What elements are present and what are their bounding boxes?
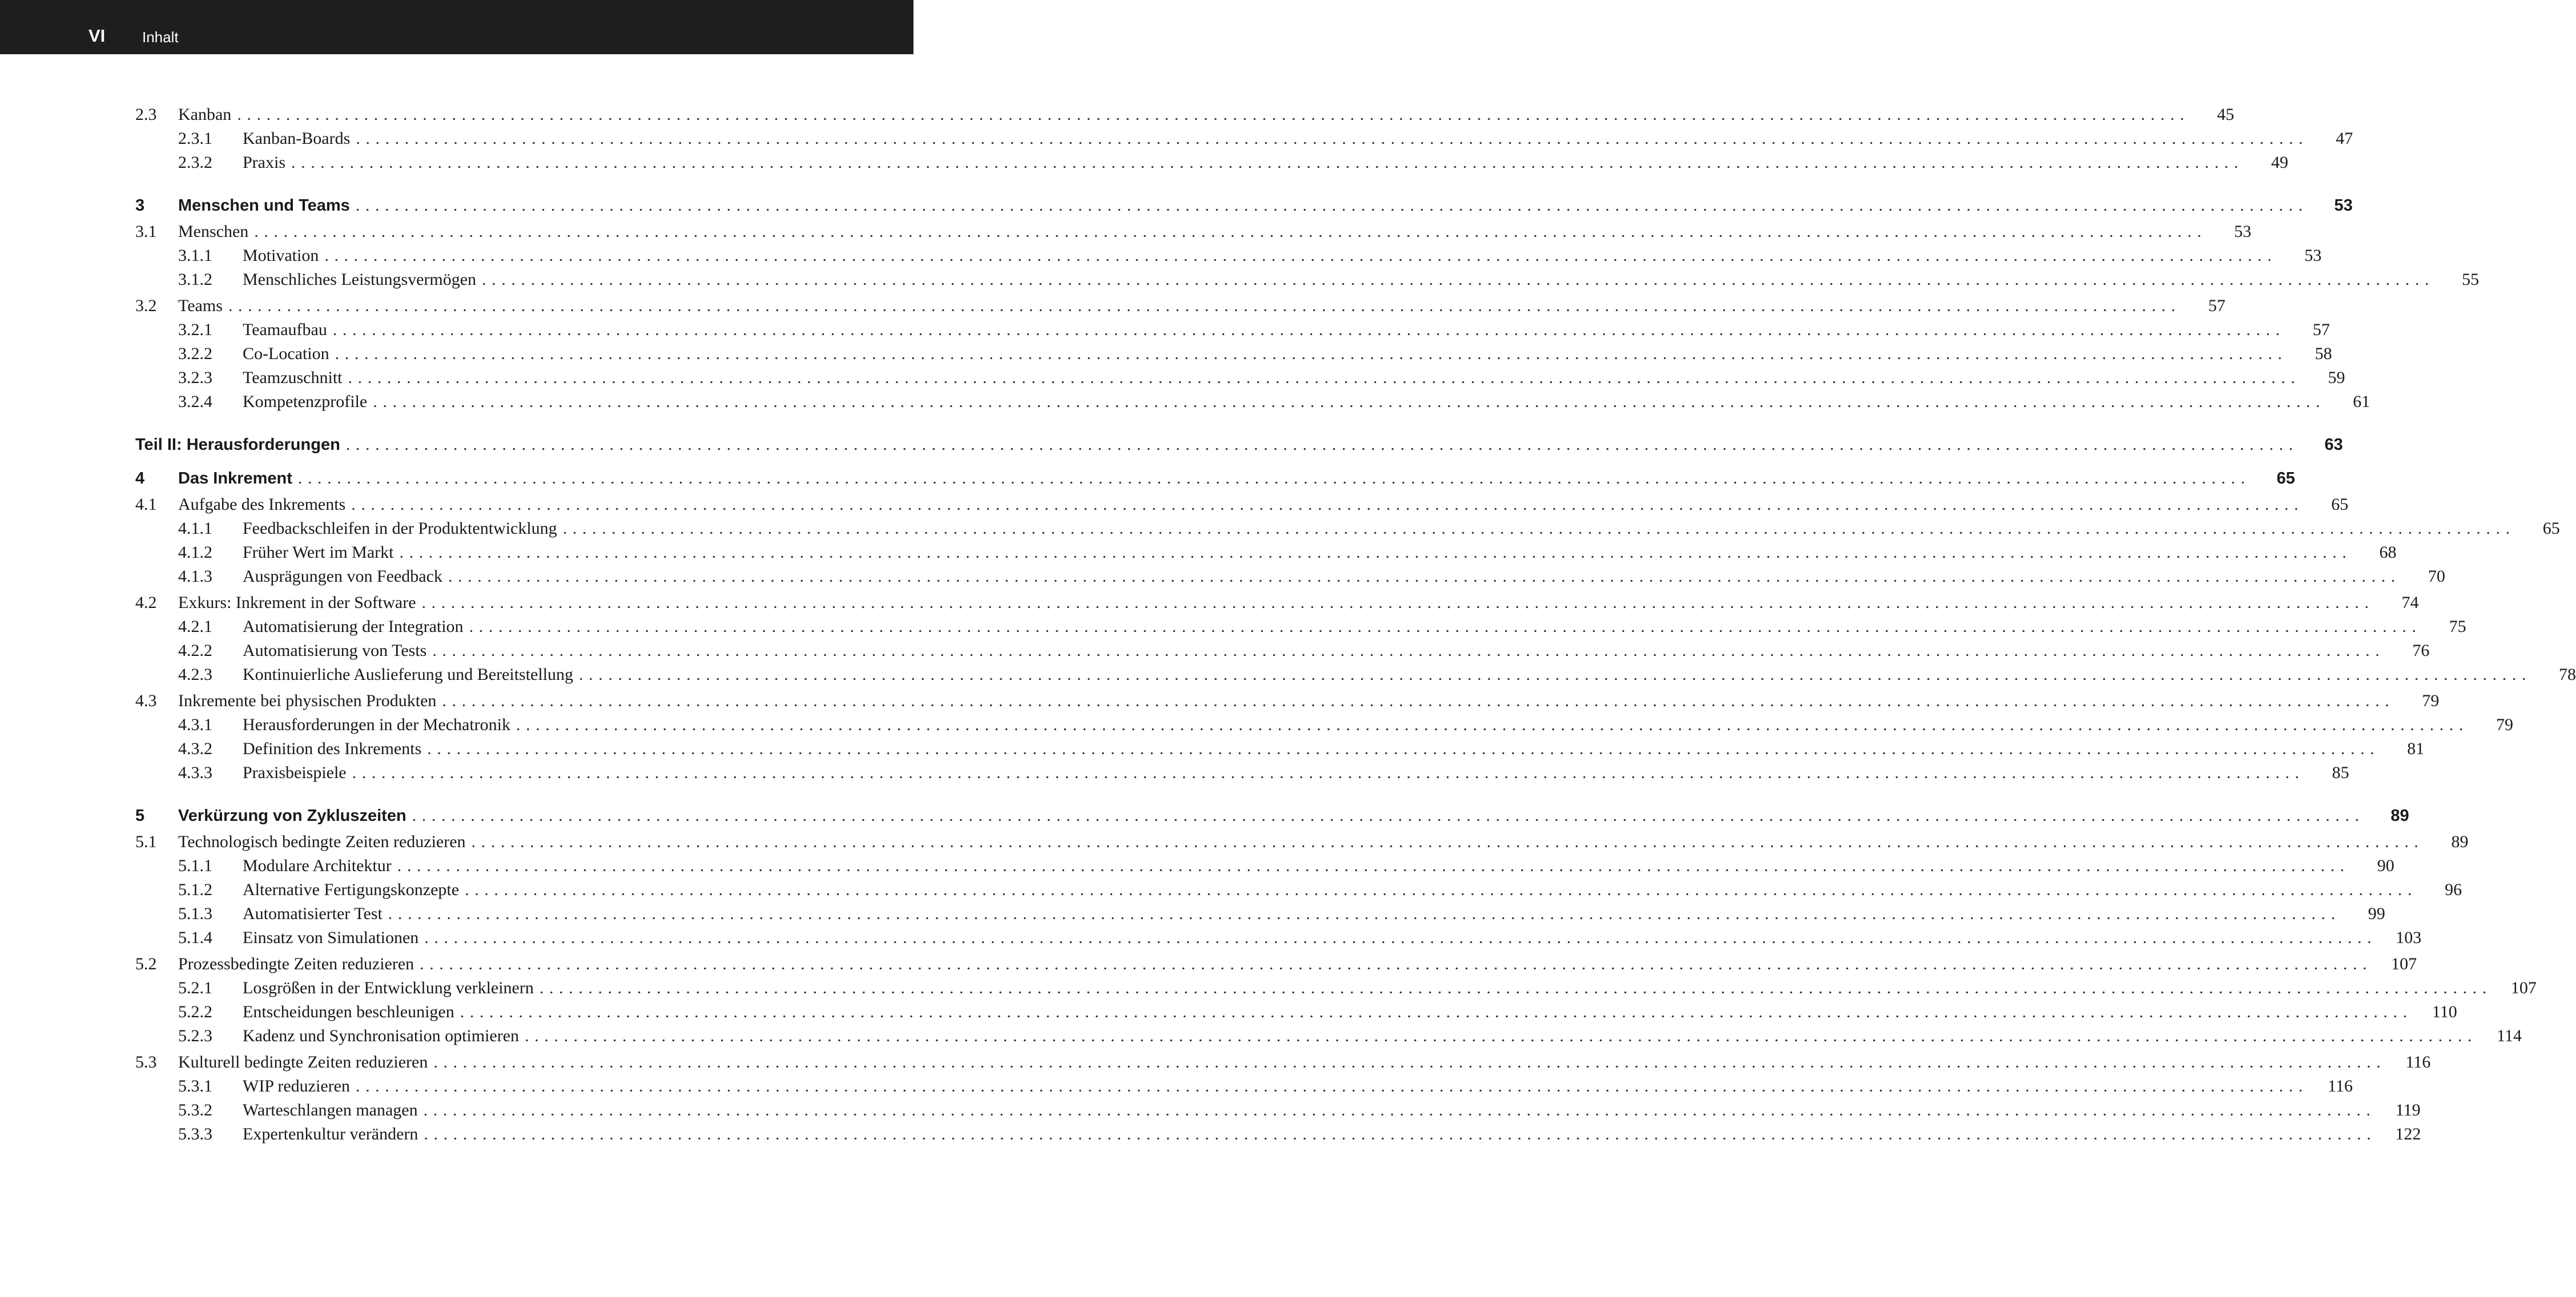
toc-entry-number: 3.1.2 [178, 270, 212, 289]
toc-entry-title: Automatisierter Test [243, 904, 383, 923]
toc-entry-number: 5.1.3 [178, 904, 212, 923]
toc-entry[interactable] [135, 1098, 2421, 1122]
toc-entry-page-number: 107 [2391, 954, 2417, 973]
dot-leader: ........................................................................................................................................................................................................ [539, 978, 2492, 997]
toc-entry-title: Menschen und Teams [178, 196, 350, 215]
dot-leader: ........................................................................................................................................................................................................ [432, 641, 2385, 660]
dot-leader: ........................................................................................................................................................................................................ [291, 153, 2244, 172]
toc-entry-number: 3.2.1 [178, 320, 212, 339]
toc-entry[interactable] [135, 952, 2417, 976]
dot-leader: ........................................................................................................................................................................................................ [482, 270, 2435, 289]
toc-entry-title: Kulturell bedingte Zeiten reduzieren [178, 1053, 428, 1072]
toc-entry-number: 4.3.2 [178, 739, 212, 758]
toc-entry-number: 4.1.2 [178, 543, 212, 562]
toc-entry[interactable] [135, 466, 2295, 490]
toc-entry-page-number: 53 [2234, 222, 2252, 241]
toc-entry[interactable] [135, 1050, 2431, 1074]
toc-entry[interactable] [135, 127, 2353, 151]
toc-entry-page-number: 76 [2412, 641, 2430, 660]
toc-entry-title: Menschen [178, 222, 249, 241]
toc-entry-title: Einsatz von Simulationen [243, 928, 419, 947]
toc-entry-page-number: 81 [2407, 739, 2425, 758]
toc-entry-page-number: 110 [2432, 1002, 2457, 1021]
toc-entry-title: Kontinuierliche Auslieferung und Bereitstellung [243, 665, 574, 684]
toc-entry-title: Co-Location [243, 344, 329, 363]
toc-entry[interactable] [135, 926, 2422, 950]
toc-entry-number: 4.2.1 [178, 617, 212, 636]
toc-entry[interactable] [135, 294, 2225, 318]
dot-leader: ........................................................................................................................................................................................................ [355, 1077, 2308, 1095]
toc-entry-number: 3.2 [135, 296, 157, 315]
toc-entry-title: Aufgabe des Inkrements [178, 495, 346, 514]
toc-entry-page-number: 57 [2208, 296, 2225, 315]
toc-entry[interactable] [135, 220, 2252, 244]
toc-entry-page-number: 119 [2395, 1101, 2421, 1119]
dot-leader: ........................................................................................................................................................................................................ [254, 222, 2207, 241]
toc-entry-number: 3.2.4 [178, 392, 212, 411]
toc-entry[interactable] [135, 244, 2322, 268]
dot-leader: ........................................................................................................................................................................................................ [442, 691, 2395, 710]
toc-entry-page-number: 47 [2336, 129, 2353, 148]
dot-leader: ........................................................................................................................................................................................................ [352, 763, 2305, 782]
toc-entry[interactable] [135, 493, 2349, 517]
toc-entry-title: Automatisierung der Integration [243, 617, 464, 636]
dot-leader: ........................................................................................................................................................................................................ [351, 495, 2304, 514]
toc-entry-number: 5.3.2 [178, 1101, 212, 1119]
dot-leader: ........................................................................................................................................................................................................ [356, 129, 2309, 148]
toc-entry-page-number: 116 [2405, 1053, 2431, 1072]
toc-entry-number: 4.2.3 [178, 665, 212, 684]
toc-entry[interactable] [135, 1024, 2522, 1048]
toc-entry[interactable] [135, 639, 2430, 663]
toc-entry-page-number: 53 [2304, 246, 2322, 265]
toc-entry[interactable] [135, 804, 2409, 828]
toc-entry-number: 5.1 [135, 832, 157, 851]
toc-entry-title: Teams [178, 296, 223, 315]
toc-entry-title: Prozessbedingte Zeiten reduzieren [178, 954, 414, 973]
toc-entry-number: 4.3 [135, 691, 157, 710]
header-page-number: VI [88, 26, 106, 46]
toc-entry-title: Teamaufbau [243, 320, 327, 339]
toc-entry[interactable] [135, 663, 2576, 687]
toc-entry-title: Warteschlangen managen [243, 1101, 418, 1119]
toc-entry-page-number: 122 [2395, 1125, 2421, 1143]
toc-entry-title: Kompetenzprofile [243, 392, 368, 411]
toc-entry-number: 5.2.3 [178, 1026, 212, 1045]
dot-leader: ........................................................................................................................................................................................................ [237, 105, 2190, 124]
toc-entry-page-number: 70 [2428, 567, 2445, 586]
toc-entry-page-number: 68 [2379, 543, 2397, 562]
toc-entry-title: Definition des Inkrements [243, 739, 422, 758]
toc-entry-page-number: 61 [2353, 392, 2370, 411]
toc-entry-title: Entscheidungen beschleunigen [243, 1002, 454, 1021]
toc-entry[interactable] [135, 366, 2345, 390]
dot-leader: ........................................................................................................................................................................................................ [433, 1053, 2386, 1072]
toc-entry-title: Expertenkultur verändern [243, 1125, 418, 1143]
dot-leader: ........................................................................................................................................................................................................ [348, 368, 2301, 387]
toc-entry-number: 3 [135, 196, 145, 215]
toc-entry-number: 5.1.4 [178, 928, 212, 947]
toc-entry-page-number: 89 [2390, 807, 2409, 825]
dot-leader: ........................................................................................................................................................................................................ [332, 320, 2285, 339]
toc-entry[interactable] [135, 713, 2513, 737]
dot-leader: ........................................................................................................................................................................................................ [460, 1002, 2413, 1021]
toc-entry[interactable] [135, 830, 2469, 854]
toc-entry[interactable] [135, 151, 2288, 175]
toc-entry-number: 5.2.1 [178, 978, 212, 997]
toc-entry-title: Exkurs: Inkrement in der Software [178, 593, 416, 612]
toc-entry[interactable] [135, 318, 2330, 342]
toc-entry-title: Automatisierung von Tests [243, 641, 427, 660]
toc-entry-page-number: 79 [2422, 691, 2440, 710]
toc-entry-number: 5.3.3 [178, 1125, 212, 1143]
toc-entry-number: 4.3.3 [178, 763, 212, 782]
toc-entry[interactable] [135, 737, 2425, 761]
toc-entry-number: 5.1.1 [178, 856, 212, 875]
toc-entry-title: Praxisbeispiele [243, 763, 347, 782]
toc-entry-title: Herausforderungen in der Mechatronik [243, 715, 510, 734]
toc-entry-number: 2.3 [135, 105, 157, 124]
toc-entry-number: 4 [135, 469, 145, 488]
toc-entry-title: Motivation [243, 246, 319, 265]
toc-entry[interactable] [135, 591, 2419, 615]
toc-entry-title: Kanban [178, 105, 232, 124]
toc-entry-page-number: 75 [2449, 617, 2466, 636]
toc-entry-number: 4.1 [135, 495, 157, 514]
toc-entry[interactable] [135, 390, 2370, 414]
dot-leader: ........................................................................................................................................................................................................ [373, 392, 2326, 411]
toc-entry-page-number: 55 [2462, 270, 2480, 289]
toc-entry-title: Teamzuschnitt [243, 368, 343, 387]
toc-entry[interactable] [135, 541, 2397, 565]
dot-leader: ........................................................................................................................................................................................................ [525, 1026, 2478, 1045]
toc-entry-page-number: 58 [2315, 344, 2332, 363]
toc-entry-title: Modulare Architektur [243, 856, 392, 875]
dot-leader: ........................................................................................................................................................................................................ [579, 665, 2532, 684]
toc-entry[interactable] [135, 878, 2462, 902]
dot-leader: ........................................................................................................................................................................................................ [471, 832, 2424, 851]
toc-entry-page-number: 96 [2445, 880, 2462, 899]
toc-entry-page-number: 99 [2368, 904, 2385, 923]
toc-entry-title: WIP reduzieren [243, 1077, 350, 1095]
toc-entry-page-number: 45 [2217, 105, 2235, 124]
toc-entry-page-number: 65 [2331, 495, 2349, 514]
toc-entry-page-number: 65 [2542, 519, 2560, 538]
toc-entry-page-number: 107 [2510, 978, 2537, 997]
toc-entry[interactable] [135, 1122, 2421, 1146]
dot-leader: ........................................................................................................................................................................................................ [335, 344, 2288, 363]
toc-entry[interactable] [135, 433, 2343, 457]
toc-entry-page-number: 79 [2496, 715, 2513, 734]
toc-entry[interactable] [135, 902, 2385, 926]
toc-entry-title: Alternative Fertigungskonzepte [243, 880, 460, 899]
dot-leader: ........................................................................................................................................................................................................ [399, 543, 2352, 562]
dot-leader: ........................................................................................................................................................................................................ [397, 856, 2350, 875]
toc-entry-page-number: 53 [2334, 196, 2353, 215]
toc-entry[interactable] [135, 103, 2235, 127]
toc-entry-page-number: 65 [2276, 469, 2295, 488]
toc-entry-number: 5 [135, 807, 145, 825]
toc-entry-number: 2.3.2 [178, 153, 212, 172]
toc-entry-title: Losgrößen in der Entwicklung verkleinern [243, 978, 534, 997]
toc-entry-number: 5.3.1 [178, 1077, 212, 1095]
dot-leader: ........................................................................................................................................................................................................ [516, 715, 2469, 734]
toc-entry[interactable] [135, 194, 2353, 217]
toc-entry-title: Kanban-Boards [243, 129, 351, 148]
toc-entry-number: 2.3.1 [178, 129, 212, 148]
dot-leader: ........................................................................................................................................................................................................ [388, 904, 2341, 923]
dot-leader: ........................................................................................................................................................................................................ [427, 739, 2380, 758]
header-section-title: Inhalt [142, 29, 179, 46]
toc-entry-number: 5.1.2 [178, 880, 212, 899]
dot-leader: ........................................................................................................................................................................................................ [228, 296, 2181, 315]
toc-entry-number: 3.2.2 [178, 344, 212, 363]
toc-entry-page-number: 74 [2401, 593, 2419, 612]
toc-entry[interactable] [135, 1074, 2353, 1098]
toc-entry-number: 4.2 [135, 593, 157, 612]
dot-leader: ........................................................................................................................................................................................................ [424, 928, 2377, 947]
toc-entry-number: 5.3 [135, 1053, 157, 1072]
dot-leader: ........................................................................................................................................................................................................ [412, 806, 2365, 825]
toc-entry[interactable] [135, 761, 2349, 785]
dot-leader: ........................................................................................................................................................................................................ [420, 954, 2373, 973]
toc-entry[interactable] [135, 1000, 2457, 1024]
toc-entry-page-number: 63 [2324, 436, 2343, 454]
toc-entry-number: 4.2.2 [178, 641, 212, 660]
toc-entry-title: Ausprägungen von Feedback [243, 567, 442, 586]
toc-entry-number: 4.1.1 [178, 519, 212, 538]
dot-leader: ........................................................................................................................................................................................................ [469, 617, 2422, 636]
toc-entry-page-number: 57 [2312, 320, 2330, 339]
toc-entry[interactable] [135, 565, 2445, 589]
dot-leader: ........................................................................................................................................................................................................ [324, 246, 2277, 265]
toc-entry-title: Kadenz und Synchronisation optimieren [243, 1026, 520, 1045]
toc-entry-number: 4.3.1 [178, 715, 212, 734]
toc-entry-number: 4.1.3 [178, 567, 212, 586]
toc-entry[interactable] [135, 268, 2480, 292]
toc-entry-title: Feedbackschleifen in der Produktentwicklung [243, 519, 557, 538]
toc-entry-title: Inkremente bei physischen Produkten [178, 691, 437, 710]
toc-entry-number: 3.2.3 [178, 368, 212, 387]
toc-entry[interactable] [135, 689, 2440, 713]
toc-entry[interactable] [135, 517, 2560, 541]
dot-leader: ........................................................................................................................................................................................................ [562, 519, 2515, 538]
toc-entry-title: Menschliches Leistungsvermögen [243, 270, 477, 289]
dot-leader: ........................................................................................................................................................................................................ [297, 469, 2251, 488]
dot-leader: ........................................................................................................................................................................................................ [423, 1101, 2376, 1119]
toc-entry[interactable] [135, 615, 2466, 639]
dot-leader: ........................................................................................................................................................................................................ [448, 567, 2401, 586]
toc-entry-title: Teil II: Herausforderungen [135, 436, 340, 454]
toc-entry-title: Praxis [243, 153, 285, 172]
toc-entry-page-number: 90 [2377, 856, 2394, 875]
toc-entry-page-number: 59 [2328, 368, 2345, 387]
toc-entry-page-number: 49 [2271, 153, 2288, 172]
toc-entry-title: Technologisch bedingte Zeiten reduzieren [178, 832, 466, 851]
toc-entry-page-number: 85 [2332, 763, 2349, 782]
toc-entry-page-number: 116 [2328, 1077, 2353, 1095]
toc-entry-number: 5.2.2 [178, 1002, 212, 1021]
toc-entry[interactable] [135, 976, 2537, 1000]
dot-leader: ........................................................................................................................................................................................................ [465, 880, 2418, 899]
dot-leader: ........................................................................................................................................................................................................ [421, 593, 2374, 612]
toc-entry-number: 3.1 [135, 222, 157, 241]
toc-entry-title: Verkürzung von Zykluszeiten [178, 807, 406, 825]
toc-entry-number: 3.1.1 [178, 246, 212, 265]
dot-leader: ........................................................................................................................................................................................................ [355, 196, 2308, 215]
dot-leader: ........................................................................................................................................................................................................ [345, 435, 2299, 454]
toc-entry-title: Das Inkrement [178, 469, 292, 488]
toc-entry-number: 5.2 [135, 954, 157, 973]
toc-entry[interactable] [135, 854, 2394, 878]
dot-leader: ........................................................................................................................................................................................................ [424, 1125, 2377, 1143]
toc-entry-title: Früher Wert im Markt [243, 543, 394, 562]
toc-entry[interactable] [135, 342, 2332, 366]
toc-entry-page-number: 78 [2559, 665, 2576, 684]
toc-entry-page-number: 89 [2451, 832, 2469, 851]
toc-entry-page-number: 114 [2497, 1026, 2522, 1045]
toc-entry-page-number: 103 [2396, 928, 2422, 947]
